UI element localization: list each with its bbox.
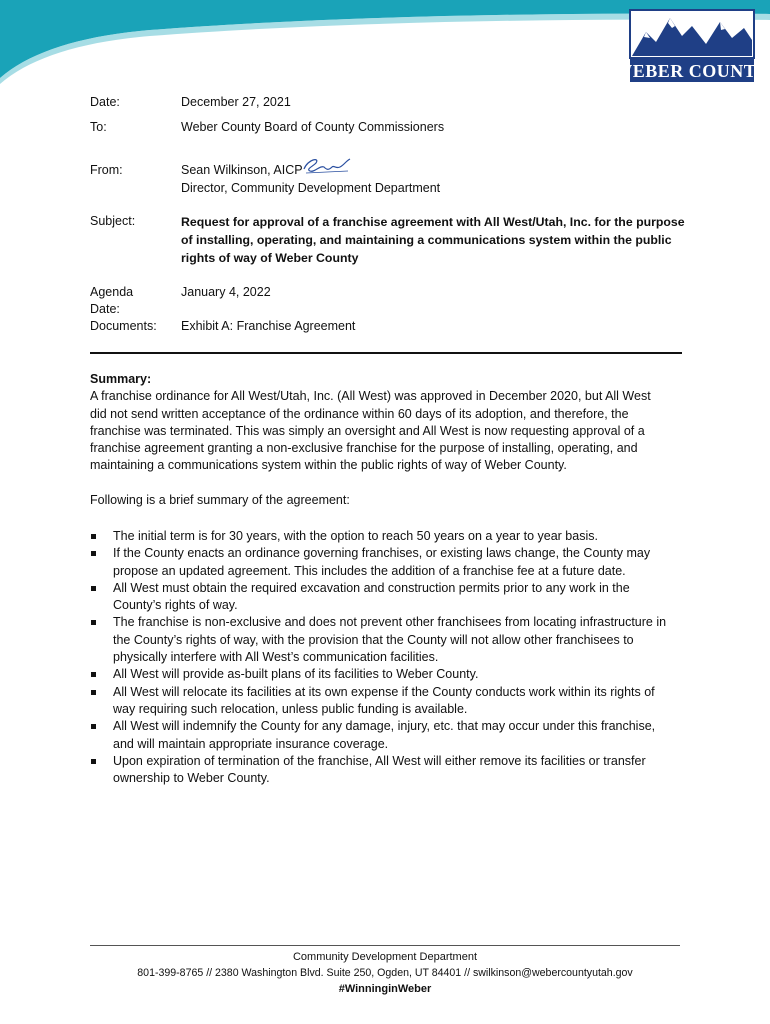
bullet-square-icon <box>91 690 96 695</box>
agenda-value: January 4, 2022 <box>181 285 271 299</box>
footer-contact: 801-399-8765 // 2380 Washington Blvd. Suite 250, Ogden, UT 84401 // swilkinson@webercountyutah.gov <box>137 967 633 979</box>
footer-hashtag: #WinninginWeber <box>338 983 432 995</box>
to-label: To: <box>90 120 107 134</box>
from-name: Sean Wilkinson, AICP <box>181 163 303 177</box>
bullet-line: The initial term is for 30 years, with the option to reach 50 years on a year to year basis. <box>113 529 598 543</box>
to-value: Weber County Board of County Commissioners <box>181 120 445 134</box>
footer-department: Community Development Department <box>292 951 478 963</box>
date-value: December 27, 2021 <box>181 95 291 109</box>
footer-divider <box>90 945 680 946</box>
summary-intro: Following is a brief summary of the agreement: <box>90 493 350 507</box>
subject-text <box>181 213 685 267</box>
from-label: From: <box>90 163 123 177</box>
list-item <box>90 614 682 666</box>
bullet-square-icon <box>91 724 96 729</box>
bullet-line: All West must obtain the required excavation and construction permits prior to any work in the <box>113 580 630 595</box>
summary-line: franchise agreement granting a non-exclusive franchise for the purpose of installing, operating, and <box>90 441 638 456</box>
bullet-square-icon <box>91 759 96 764</box>
subject-line: of installing, operating, and maintaining a communications system within the public <box>181 233 672 247</box>
date-label: Date: <box>90 95 120 109</box>
bullet-line: All West will relocate its facilities at its own expense if the County conducts work within its rights of <box>113 684 655 699</box>
list-item <box>90 718 682 753</box>
bullet-line: The franchise is non-exclusive and does not prevent other franchisees from locating infrastructure in <box>113 615 667 630</box>
logo-text: WEBER COUNTY <box>614 61 770 81</box>
signature-mark <box>300 155 352 175</box>
summary-section <box>90 371 682 475</box>
subject-line: rights of way of Weber County <box>181 251 359 265</box>
weber-county-logo <box>614 8 770 84</box>
documents-label: Documents: <box>90 319 157 333</box>
bullet-line: All West will indemnify the County for any damage, injury, etc. that may occur under this franchise, <box>113 719 656 734</box>
bullet-square-icon <box>91 672 96 677</box>
bullet-line: ownership to Weber County. <box>113 771 270 786</box>
bullet-line: Upon expiration of termination of the franchise, All West will either remove its facilities or transfer <box>113 753 646 768</box>
bullet-line: propose an updated agreement. This includes the addition of a franchise fee at a future date. <box>113 563 626 578</box>
list-item <box>90 528 682 545</box>
list-item <box>90 684 682 719</box>
bullet-square-icon <box>91 586 96 591</box>
bullet-line: physically interfere with All West’s communication facilities. <box>113 650 439 665</box>
from-title: Director, Community Development Department <box>181 181 441 195</box>
header-divider <box>90 352 682 354</box>
subject-label: Subject: <box>90 214 136 228</box>
summary-heading: Summary: <box>90 372 152 386</box>
documents-value: Exhibit A: Franchise Agreement <box>181 319 356 333</box>
summary-line: A franchise ordinance for All West/Utah, Inc. (All West) was approved in December 2020, but All West <box>90 389 651 404</box>
list-item <box>90 753 682 788</box>
summary-line: maintaining a communications system within the public rights of way of Weber County. <box>90 458 567 473</box>
bullet-square-icon <box>91 620 96 625</box>
bullet-square-icon <box>91 534 96 539</box>
bullet-line: If the County enacts an ordinance governing franchises, or existing laws change, the County may <box>113 546 651 561</box>
bullet-square-icon <box>91 551 96 556</box>
bullet-line: County’s rights of way. <box>113 598 238 613</box>
agenda-label: Agenda Date: <box>90 285 134 316</box>
bullet-line: way requiring such relocation, unless public funding is available. <box>113 701 468 716</box>
subject-line: Request for approval of a franchise agreement with All West/Utah, Inc. for the purpose <box>181 215 685 229</box>
summary-line: did not send written acceptance of the ordinance within 60 days of its adoption, and therefore, the <box>90 406 629 421</box>
list-item <box>90 666 682 683</box>
agreement-bullet-list <box>90 528 682 787</box>
list-item <box>90 580 682 615</box>
summary-line: franchise was terminated. This was simply an oversight and All West is now requesting approval of a <box>90 423 645 438</box>
bullet-line: and will maintain appropriate insurance coverage. <box>113 736 389 751</box>
bullet-line: All West will provide as-built plans of its facilities to Weber County. <box>113 667 479 682</box>
bullet-line: the County’s rights of way, with the provision that the County will not allow other franchisees to <box>113 632 634 647</box>
list-item <box>90 545 682 580</box>
